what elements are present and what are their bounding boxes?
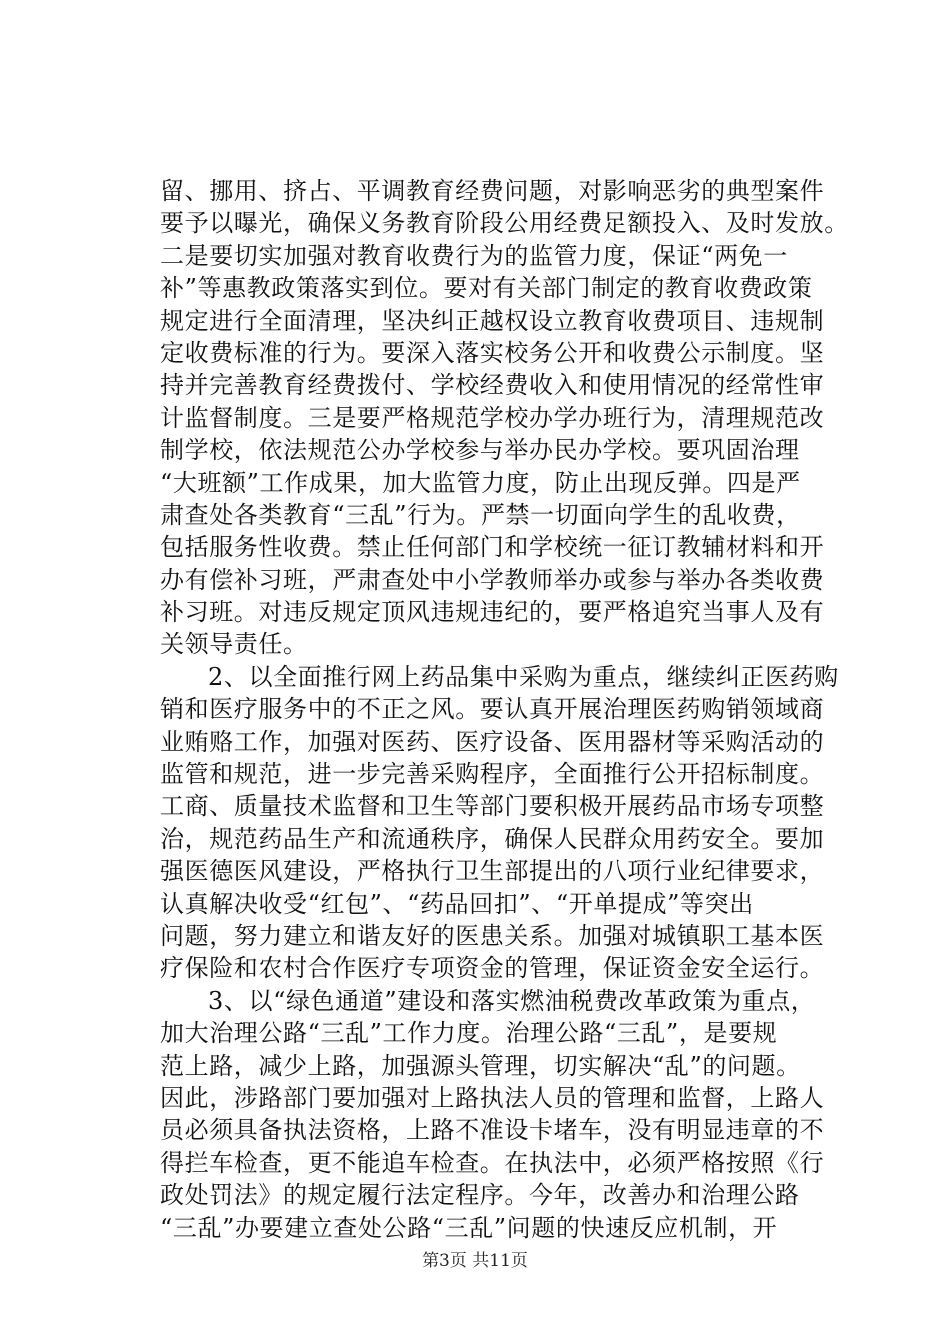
text-line: 包括服务性收费。禁止任何部门和学校统一征订教辅材料和开 — [160, 533, 825, 562]
text-line: 强医德医风建设，严格执行卫生部提出的八项行业纪律要求， — [160, 857, 825, 886]
text-line: 问题，努力建立和谐友好的医患关系。加强对城镇职工基本医 — [160, 921, 825, 950]
text-line: 肃查处各类教育“三乱”行为。严禁一切面向学生的乱收费， — [160, 500, 801, 529]
text-line: 补”等惠教政策落实到位。要对有关部门制定的教育收费政策 — [160, 274, 813, 303]
text-line: 关领导责任。 — [160, 630, 308, 659]
text-line: 补习班。对违反规定顶风违规违纪的，要严格追究当事人及有 — [160, 598, 825, 627]
text-line: “大班额”工作成果，加大监管力度，防止出现反弹。四是严 — [160, 468, 801, 497]
text-line: 政处罚法》的规定履行法定程序。今年，改善办和治理公路 — [160, 1181, 800, 1210]
text-line: “三乱”办要建立查处公路“三乱”问题的快速反应机制，开 — [160, 1213, 778, 1242]
text-line: 工商、质量技术监督和卫生等部门要积极开展药品市场专项整 — [160, 792, 825, 821]
text-line: 持并完善教育经费拨付、学校经费收入和使用情况的经常性审 — [160, 371, 825, 400]
text-line: 得拦车检查，更不能追车检查。在执法中，必须严格按照《行 — [160, 1148, 825, 1177]
body-text — [160, 175, 849, 1244]
text-line: 规定进行全面清理，坚决纠正越权设立教育收费项目、违规制 — [160, 306, 825, 335]
text-line: 制学校，依法规范公办学校参与举办民办学校。要巩固治理 — [160, 436, 800, 465]
text-line: 员必须具备执法资格，上路不准设卡堵车，没有明显违章的不 — [160, 1116, 825, 1145]
text-line: 办有偿补习班，严肃查处中小学教师举办或参与举办各类收费 — [160, 565, 825, 594]
text-line: 监管和规范，进一步完善采购程序，全面推行公开招标制度。 — [160, 760, 825, 789]
text-line: 加大治理公路“三乱”工作力度。治理公路“三乱”，是要规 — [160, 1019, 778, 1048]
text-line: 销和医疗服务中的不正之风。要认真开展治理医药购销领域商 — [160, 695, 825, 724]
text-line: 治，规范药品生产和流通秩序，确保人民群众用药安全。要加 — [160, 824, 825, 853]
text-line: 3、以“绿色通道”建设和落实燃油税费改革政策为重点， — [208, 986, 816, 1015]
text-line: 要予以曝光，确保义务教育阶段公用经费足额投入、及时发放。 — [160, 209, 849, 238]
text-line: 计监督制度。三是要严格规范学校办学办班行为，清理规范改 — [160, 403, 825, 432]
text-line: 业贿赂工作，加强对医药、医疗设备、医用器材等采购活动的 — [160, 727, 825, 756]
page-number: 第3页 共11页 — [422, 1251, 528, 1271]
text-line: 疗保险和农村合作医疗专项资金的管理，保证资金安全运行。 — [160, 954, 825, 983]
text-line: 认真解决收受“红包”、“药品回扣”、“开单提成”等突出 — [160, 889, 754, 918]
text-line: 定收费标准的行为。要深入落实校务公开和收费公示制度。坚 — [160, 338, 825, 367]
text-line: 2、以全面推行网上药品集中采购为重点，继续纠正医药购 — [208, 662, 839, 691]
text-line: 因此，涉路部门要加强对上路执法人员的管理和监督，上路人 — [160, 1083, 825, 1112]
text-line: 留、挪用、挤占、平调教育经费问题，对影响恶劣的典型案件 — [160, 177, 825, 205]
text-line: 二是要切实加强对教育收费行为的监管力度，保证“两免一 — [160, 241, 788, 270]
text-line: 范上路，减少上路，加强源头管理，切实解决“乱”的问题。 — [160, 1051, 801, 1080]
